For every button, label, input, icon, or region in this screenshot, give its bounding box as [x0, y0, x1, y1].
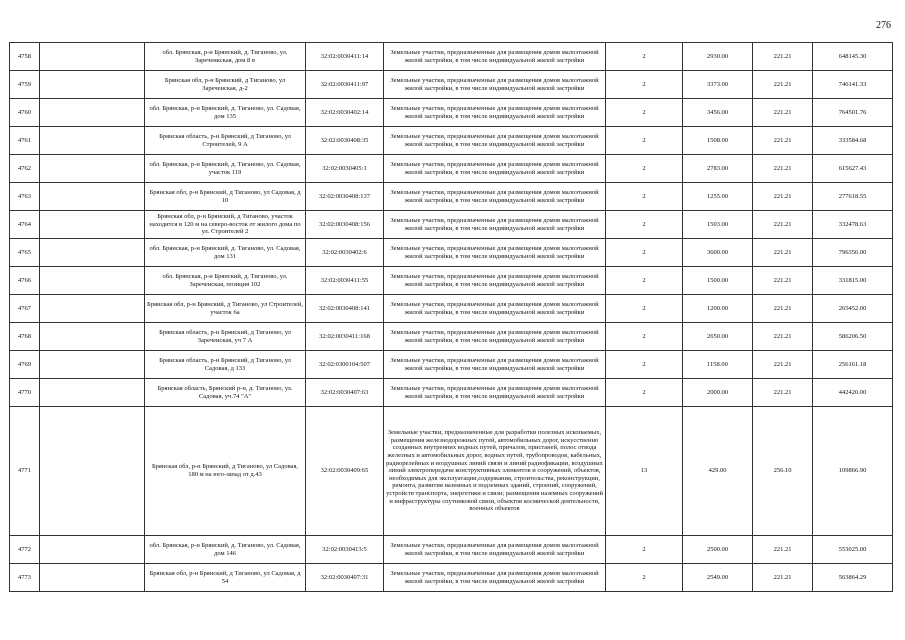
land-use-cell: Земельные участки, предназначенные для размещения домов малоэтажной жилой застройки, в том числе индивидуальной жилой застройки: [384, 71, 606, 99]
area-cell: 2000.00: [683, 379, 753, 407]
table-row: [10, 351, 893, 379]
land-use-cell: Земельные участки, предназначенные для размещения домов малоэтажной жилой застройки, в том числе индивидуальной жилой застройки: [384, 127, 606, 155]
row-number: 4760: [10, 99, 40, 127]
empty-cell: [40, 211, 145, 239]
cadastral-number-cell: 32:02:0030408:35: [306, 127, 384, 155]
table-row: [10, 407, 893, 536]
table-row: [10, 564, 893, 592]
land-use-cell: Земельные участки, предназначенные для размещения домов малоэтажной жилой застройки, в том числе индивидуальной жилой застройки: [384, 155, 606, 183]
category-code-cell: 2: [606, 239, 683, 267]
cadastral-number-cell: 32:02:0030407:63: [306, 379, 384, 407]
category-code-cell: 2: [606, 127, 683, 155]
row-number: 4770: [10, 379, 40, 407]
row-number: 4764: [10, 211, 40, 239]
empty-cell: [40, 155, 145, 183]
table-row: [10, 295, 893, 323]
cadastral-number-cell: 32:02:0030411:97: [306, 71, 384, 99]
empty-cell: [40, 295, 145, 323]
row-number: 4771: [10, 407, 40, 536]
address-cell: Брянская обл, р-н Брянский, д Тиганово, участок находится в 120 м на северо-восток от жилого дома по ул. Строителей 2: [145, 211, 306, 239]
rate-cell: 221.21: [753, 155, 813, 183]
row-number: 4763: [10, 183, 40, 211]
row-number: 4772: [10, 536, 40, 564]
land-use-cell: Земельные участки, предназначенные для размещения домов малоэтажной жилой застройки, в том числе индивидуальной жилой застройки: [384, 239, 606, 267]
cadastral-value-cell: 331815.00: [813, 267, 893, 295]
area-cell: 3456.00: [683, 99, 753, 127]
table-row: [10, 127, 893, 155]
empty-cell: [40, 71, 145, 99]
table-row: [10, 211, 893, 239]
area-cell: 3373.00: [683, 71, 753, 99]
cadastral-value-cell: 563864.29: [813, 564, 893, 592]
cadastral-number-cell: 32:02:0030413:5: [306, 536, 384, 564]
address-cell: Брянская обл, р-н Брянский, д Тиганово, ул Садовая, 180 м на юго-запад от д.43: [145, 407, 306, 536]
cadastral-value-cell: 265452.00: [813, 295, 893, 323]
rate-cell: 221.21: [753, 267, 813, 295]
category-code-cell: 2: [606, 379, 683, 407]
address-cell: обл. Брянская, р-н Брянский, д. Тиганово, ул. Садовая, дом 135: [145, 99, 306, 127]
cadastral-number-cell: 32:02:0030402:6: [306, 239, 384, 267]
empty-cell: [40, 239, 145, 267]
address-cell: Брянская обл, р-н Брянский, д Тиганово, ул Садовая, д 54: [145, 564, 306, 592]
area-cell: 429.00: [683, 407, 753, 536]
land-use-cell: Земельные участки, предназначенные для размещения домов малоэтажной жилой застройки, в том числе индивидуальной жилой застройки: [384, 379, 606, 407]
cadastral-number-cell: 32:02:0030408:141: [306, 295, 384, 323]
category-code-cell: 13: [606, 407, 683, 536]
row-number: 4765: [10, 239, 40, 267]
empty-cell: [40, 183, 145, 211]
land-use-cell: Земельные участки, предназначенные для размещения домов малоэтажной жилой застройки, в том числе индивидуальной жилой застройки: [384, 323, 606, 351]
cadastral-value-cell: 277618.55: [813, 183, 893, 211]
address-cell: обл. Брянская, р-н Брянский, д. Тиганово, ул. Заречеиская, позиция 102: [145, 267, 306, 295]
cadastral-value-cell: 764501.76: [813, 99, 893, 127]
category-code-cell: 2: [606, 564, 683, 592]
table-row: [10, 239, 893, 267]
area-cell: 2500.00: [683, 536, 753, 564]
cadastral-value-cell: 586206.50: [813, 323, 893, 351]
row-number: 4762: [10, 155, 40, 183]
category-code-cell: 2: [606, 71, 683, 99]
empty-cell: [40, 536, 145, 564]
cadastral-number-cell: 32:02:0030402:14: [306, 99, 384, 127]
rate-cell: 221.21: [753, 127, 813, 155]
table-row: [10, 323, 893, 351]
row-number: 4773: [10, 564, 40, 592]
empty-cell: [40, 43, 145, 71]
rate-cell: 221.21: [753, 211, 813, 239]
area-cell: 2783.00: [683, 155, 753, 183]
cadastral-number-cell: 32:02:0030409:65: [306, 407, 384, 536]
area-cell: 3600.00: [683, 239, 753, 267]
empty-cell: [40, 127, 145, 155]
rate-cell: 221.21: [753, 564, 813, 592]
category-code-cell: 2: [606, 211, 683, 239]
cadastral-value-cell: 746141.33: [813, 71, 893, 99]
land-use-cell: Земельные участки, предназначенные для размещения домов малоэтажной жилой застройки, в том числе индивидуальной жилой застройки: [384, 267, 606, 295]
category-code-cell: 2: [606, 536, 683, 564]
cadastral-number-cell: 32:02:0030405:1: [306, 155, 384, 183]
land-use-cell: Земельные участки, предназначенные для размещения домов малоэтажной жилой застройки, в том числе индивидуальной жилой застройки: [384, 564, 606, 592]
land-use-cell: Земельные участки, предназначенные для размещения домов малоэтажной жилой застройки, в том числе индивидуальной жилой застройки: [384, 351, 606, 379]
rate-cell: 221.21: [753, 536, 813, 564]
cadastral-value-cell: 553025.00: [813, 536, 893, 564]
address-cell: Брянская область, р-н Брянский, д Тиганово, ул Заречеиская, уч 7 А: [145, 323, 306, 351]
land-use-cell: Земельные участки, предназначенные для размещения домов малоэтажной жилой застройки, в том числе индивидуальной жилой застройки: [384, 43, 606, 71]
table-row: [10, 155, 893, 183]
rate-cell: 221.21: [753, 239, 813, 267]
land-use-cell: Земельные участки, предназначенные для размещения домов малоэтажной жилой застройки, в том числе индивидуальной жилой застройки: [384, 211, 606, 239]
category-code-cell: 2: [606, 295, 683, 323]
rate-cell: 221.21: [753, 43, 813, 71]
row-number: 4768: [10, 323, 40, 351]
cadastral-number-cell: 32:02:0030411:55: [306, 267, 384, 295]
table-row: [10, 379, 893, 407]
table-row: [10, 536, 893, 564]
rate-cell: 221.21: [753, 99, 813, 127]
address-cell: Брянская область, р-н Брянский, д Тиганово, ул Садовая, д 133: [145, 351, 306, 379]
table-row: [10, 43, 893, 71]
cadastral-value-table: [9, 42, 893, 592]
area-cell: 2650.00: [683, 323, 753, 351]
table-row: [10, 71, 893, 99]
category-code-cell: 2: [606, 323, 683, 351]
category-code-cell: 2: [606, 267, 683, 295]
rate-cell: 221.21: [753, 379, 813, 407]
cadastral-number-cell: 32:02:0030411:168: [306, 323, 384, 351]
address-cell: Брянская область, р-н Брянский, д Тиганово, ул Строителей, 9 А: [145, 127, 306, 155]
rate-cell: 221.21: [753, 351, 813, 379]
category-code-cell: 2: [606, 99, 683, 127]
table-body: [10, 43, 893, 592]
row-number: 4759: [10, 71, 40, 99]
table-row: [10, 99, 893, 127]
category-code-cell: 2: [606, 43, 683, 71]
cadastral-value-cell: 332478.63: [813, 211, 893, 239]
area-cell: 1503.00: [683, 211, 753, 239]
cadastral-number-cell: 32:02:0300104:507: [306, 351, 384, 379]
cadastral-value-cell: 615627.43: [813, 155, 893, 183]
address-cell: обл. Брянская, р-н Брянский, д. Тиганово, ул. Садовая, дом 131: [145, 239, 306, 267]
empty-cell: [40, 351, 145, 379]
cadastral-value-cell: 442420.00: [813, 379, 893, 407]
address-cell: обл. Брянская, р-н Брянский, д. Тиганово, ул. Садовая, участок 119: [145, 155, 306, 183]
area-cell: 1508.00: [683, 127, 753, 155]
land-use-cell: Земельные участки, предназначенные для размещения домов малоэтажной жилой застройки, в том числе индивидуальной жилой застройки: [384, 183, 606, 211]
empty-cell: [40, 407, 145, 536]
empty-cell: [40, 564, 145, 592]
row-number: 4767: [10, 295, 40, 323]
land-use-cell: Земельные участки, предназначенные для разработки полезных ископаемых, размещения железнодорожных путей, автомобильных дорог, искусственно созданных внутренних водных путей, причалов, пристаней, полос отвода железных и автомобильных дорог, водных путей, трубопроводов, кабельных, радиорелейных и воздушных линий связи и линий радиофикации, воздушных линий электропередачи конструктивных элементов и сооружений, объектов, необходимых для эксплуатации,содержания, строительства, реконструкции, ремонта, развития наземных и подземных зданий, строений, сооружений, устройств транспорта, энергетики и связи; размещения наземных сооружений и инфраструктуры спутниковой связи, объектов космической деятельности, военных объектов: [384, 407, 606, 536]
category-code-cell: 2: [606, 155, 683, 183]
category-code-cell: 2: [606, 351, 683, 379]
row-number: 4758: [10, 43, 40, 71]
cadastral-number-cell: 32:02:0030411:14: [306, 43, 384, 71]
cadastral-value-cell: 648145.30: [813, 43, 893, 71]
cadastral-value-cell: 796356.00: [813, 239, 893, 267]
area-cell: 1500.00: [683, 267, 753, 295]
rate-cell: 221.21: [753, 295, 813, 323]
cadastral-number-cell: 32:02:0030408:156: [306, 211, 384, 239]
rate-cell: 221.21: [753, 183, 813, 211]
empty-cell: [40, 99, 145, 127]
empty-cell: [40, 379, 145, 407]
address-cell: обл. Брянская, р-н Брянский, д. Тиганово, ул. Заречеикская, дом 8 в: [145, 43, 306, 71]
empty-cell: [40, 267, 145, 295]
row-number: 4766: [10, 267, 40, 295]
address-cell: Брянская обл, р-н Брянский, д Тиганово, ул Строителей, участок 6а: [145, 295, 306, 323]
address-cell: Брянская обл, р-н Брянский, д Тиганово, ул Садовая, д 10: [145, 183, 306, 211]
area-cell: 2930.00: [683, 43, 753, 71]
table-row: [10, 267, 893, 295]
address-cell: Брянская обл, р-н Брянский, д Тиганово, ул Заречеиская, д-2: [145, 71, 306, 99]
rate-cell: 256.10: [753, 407, 813, 536]
cadastral-value-cell: 256161.18: [813, 351, 893, 379]
page-number: 276: [876, 20, 891, 31]
cadastral-number-cell: 32:02:0030408:137: [306, 183, 384, 211]
table-row: [10, 183, 893, 211]
cadastral-number-cell: 32:02:0030407:31: [306, 564, 384, 592]
area-cell: 1200.00: [683, 295, 753, 323]
row-number: 4769: [10, 351, 40, 379]
land-use-cell: Земельные участки, предназначенные для размещения домов малоэтажной жилой застройки, в том числе индивидуальной жилой застройки: [384, 295, 606, 323]
land-use-cell: Земельные участки, предназначенные для размещения домов малоэтажной жилой застройки, в том числе индивидуальной жилой застройки: [384, 99, 606, 127]
rate-cell: 221.21: [753, 323, 813, 351]
cadastral-value-cell: 109866.90: [813, 407, 893, 536]
area-cell: 1158.00: [683, 351, 753, 379]
address-cell: Брянская область, Брянский р-н, д. Тиганово, ул. Садовая, уч.74 "А": [145, 379, 306, 407]
row-number: 4761: [10, 127, 40, 155]
empty-cell: [40, 323, 145, 351]
area-cell: 1255.00: [683, 183, 753, 211]
cadastral-value-cell: 333584.68: [813, 127, 893, 155]
rate-cell: 221.21: [753, 71, 813, 99]
address-cell: обл. Брянская, р-н Брянский, д. Тиганово, ул. Садовая, дом 146: [145, 536, 306, 564]
area-cell: 2549.00: [683, 564, 753, 592]
land-use-cell: Земельные участки, предназначенные для размещения домов малоэтажной жилой застройки, в том числе индивидуальной жилой застройки: [384, 536, 606, 564]
category-code-cell: 2: [606, 183, 683, 211]
